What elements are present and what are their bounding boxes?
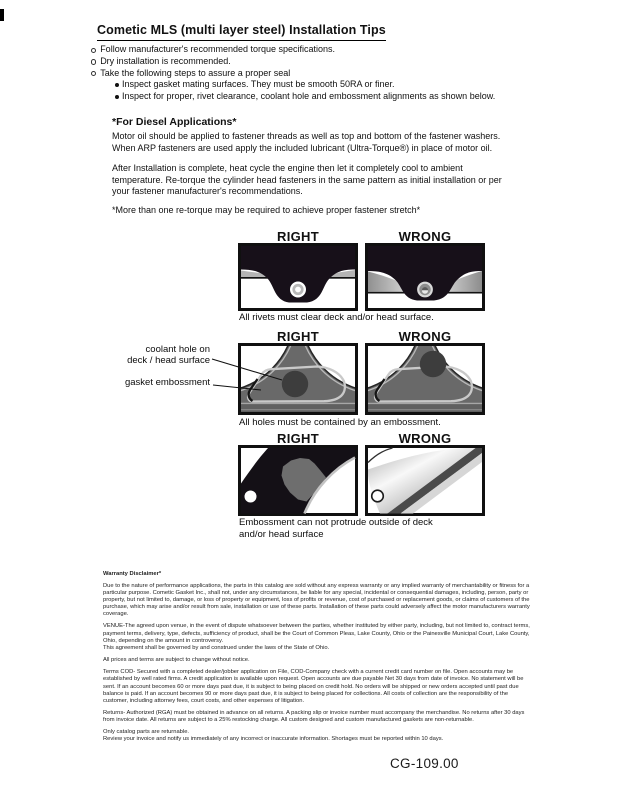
- warranty-paragraph-venue: VENUE-The agreed upon venue, in the event of dispute whatsoever between the parties, whether instituted by either party, including, but not limited to, contract terms, payment terms, delivery, type, defects, sufficiency of product, shall be the Court of Common Pleas, Lake County, Ohio or the Painesville Municipal Court, Lake County, Ohio, depending on the amount in controversy.: [103, 623, 530, 644]
- warranty-section: [103, 571, 532, 749]
- right-label-row1: RIGHT: [277, 229, 319, 244]
- bullet-text: Inspect gasket mating surfaces. They must be smooth 50RA or finer.: [122, 79, 395, 90]
- open-bullet-icon: [91, 59, 96, 64]
- rivet-right-diagram: [238, 243, 358, 311]
- filled-bullet-icon: [115, 83, 119, 87]
- warranty-paragraph-invoice-review: Review your invoice and notify us immediately of any incorrect or inaccurate information. Shortages must be reported within 10 days.: [103, 736, 444, 743]
- bullet-text: Take the following steps to assure a proper seal: [100, 67, 291, 78]
- bullet-text: Follow manufacturer's recommended torque specifications.: [100, 44, 336, 54]
- embossment-wrong-diagram: [365, 445, 485, 516]
- coolant-hole-right-diagram: [238, 343, 358, 415]
- bullet-list: [91, 44, 541, 103]
- open-bullet-icon: [91, 48, 96, 53]
- bullet-item: [91, 56, 541, 68]
- warranty-paragraph-returns: Returns- Authorized (RGA) must be obtained in advance on all returns. A packing slip or invoice number must accompany the merchandise. No returns after 30 days from invoice date. All returns are subject to a 25% restocking charge. All custom designed and custom manufactured gaskets are non-returnable.: [103, 710, 525, 724]
- coolant-hole-wrong-diagram: [365, 343, 485, 415]
- bullet-text: Inspect for proper, rivet clearance, coolant hole and embossment alignments as shown below.: [122, 91, 496, 102]
- print-registration-mark: [0, 9, 4, 21]
- rivet-wrong-diagram: [365, 243, 485, 311]
- right-label-row2: RIGHT: [277, 329, 319, 344]
- wrong-label-row2: WRONG: [398, 329, 452, 344]
- page-title: Cometic MLS (multi layer steel) Installation Tips: [97, 23, 386, 41]
- warranty-heading: Warranty Disclaimer*: [103, 571, 162, 577]
- diesel-paragraph-1: Motor oil should be applied to fastener threads as well as top and bottom of the fastener washers. When ARP fasteners are used apply the included lubricant (Ultra-Torque®) in place of motor oil.: [112, 131, 501, 153]
- coolant-hole-annotation: coolant hole on deck / head surface: [127, 344, 210, 366]
- sub-bullet-item: [115, 91, 541, 103]
- wrong-label-row1: WRONG: [398, 229, 452, 244]
- diesel-applications-heading: *For Diesel Applications*: [112, 116, 237, 128]
- warranty-paragraph-catalog-parts: Only catalog parts are returnable.: [103, 729, 190, 736]
- caption-holes: All holes must be contained by an embossment.: [239, 417, 441, 428]
- diesel-paragraph-2: After Installation is complete, heat cycle the engine then let it completely cool to ambient temperature. Re-torque the cylinder head fasteners in the same pattern as initial installation or per your fastener manufacturer's recommendations.: [112, 163, 502, 197]
- caption-embossment: Embossment can not protrude outside of deck and/or head surface: [239, 517, 433, 540]
- diesel-paragraph-3: *More than one re-torque may be required to achieve proper fastener stretch*: [112, 205, 421, 215]
- bullet-item: [91, 44, 541, 56]
- gasket-embossment-annotation: gasket embossment: [124, 377, 210, 388]
- caption-rivets: All rivets must clear deck and/or head surface.: [239, 312, 434, 323]
- sub-bullet-item: [115, 79, 541, 91]
- right-label-row3: RIGHT: [277, 431, 319, 446]
- bullet-item: [91, 68, 541, 80]
- warranty-paragraph-terms-cod: Terms COD- Secured with a completed dealer/jobber application on File, COD-Company check with a current credit card number on file. Open accounts may be established by well rated firms. A credit application is available upon request. Open accounts are due payable Net 30 days from date of invoice. No statement will be sent. If an account becomes 60 or more days past due, it is subject to being placed on credit hold. No orders will be shipped or new orders accepted until past due balance is paid. If an account becomes 90 or more days past due, it is subject to being placed for collections. All costs of collection are the responsibility of the customer, including attorney fees, court costs, and other expenses of litigation.: [103, 669, 524, 704]
- wrong-label-row3: WRONG: [398, 431, 452, 446]
- page-code: CG-109.00: [390, 756, 459, 771]
- warranty-paragraph-liability: Due to the nature of performance applications, the parts in this catalog are sold without any express warranty or any implied warranty of merchantability or fitness for a particular purpose. Cometic Gasket Inc., shall not, under any circumstances, be liable for any special, incidental or consequential damages, including, person, party or property, but not limited to, damage, or loss of property or equipment, loss of profits or revenue, cost of purchased or replacement goods, or claims of customers of the purchase, which may arise and/or result from sale, installation or use of these parts. Installation of these parts could adversely affect the motor manufacturers warranty coverage.: [103, 582, 530, 618]
- warranty-paragraph-prices: All prices and terms are subject to change without notice.: [103, 657, 250, 664]
- embossment-right-diagram: [238, 445, 358, 516]
- filled-bullet-icon: [115, 95, 119, 99]
- warranty-paragraph-governing-law: This agreement shall be governed by and construed under the laws of the State of Ohio.: [103, 644, 330, 651]
- bullet-text: Dry installation is recommended.: [100, 55, 231, 66]
- open-bullet-icon: [91, 71, 96, 76]
